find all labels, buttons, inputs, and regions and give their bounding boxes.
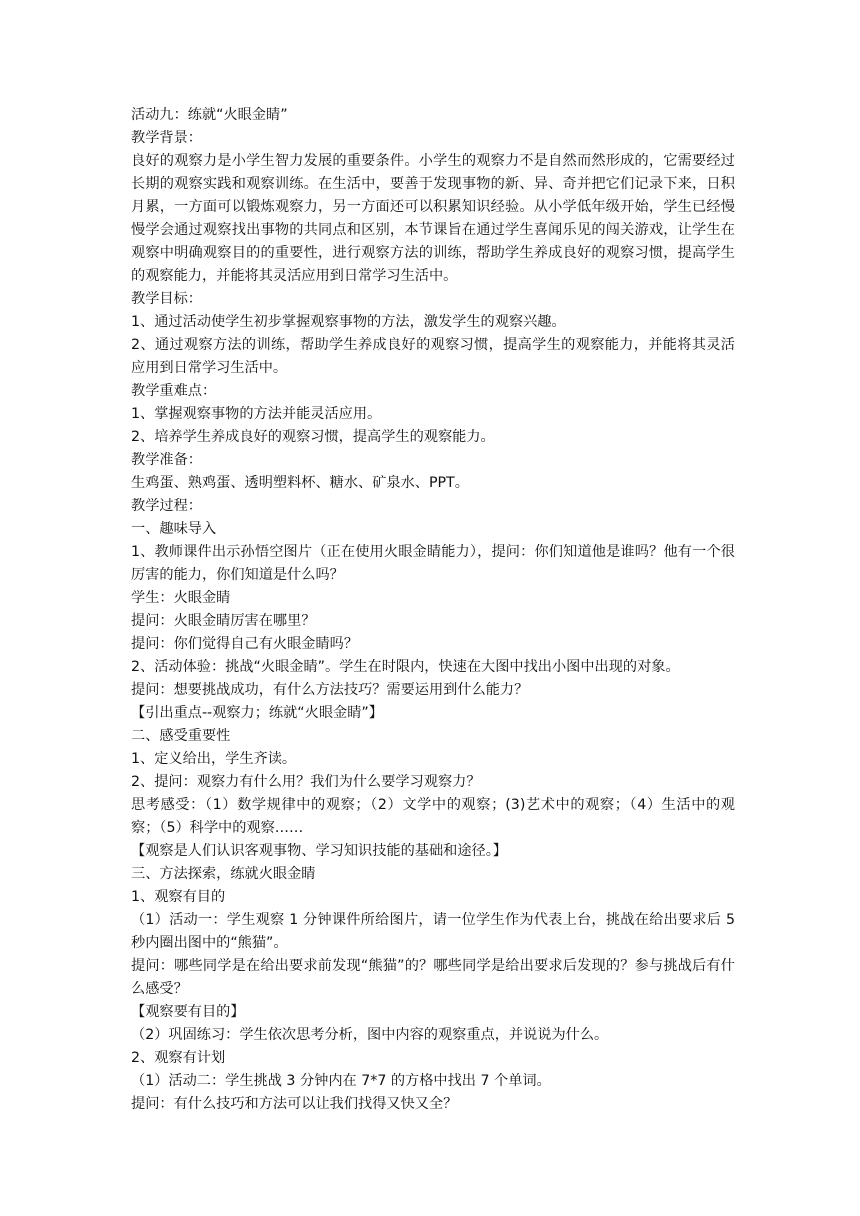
document-paragraph: 1、观察有目的 [131, 889, 226, 905]
document-paragraph: 2、培养学生养成良好的观察习惯，提高学生的观察能力。 [131, 429, 495, 445]
document-paragraph: 2、活动体验：挑战“火眼金睛”。学生在时限内，快速在大图中找出小图中出现的对象。 [131, 659, 680, 675]
document-paragraph: 教学目标： [131, 291, 202, 307]
document-paragraph: 教学重难点： [131, 383, 217, 399]
document-paragraph: 教学背景： [131, 130, 202, 146]
document-paragraph: 1、定义给出，学生齐读。 [131, 751, 297, 767]
document-paragraph: （1）活动二：学生挑战 3 分钟内在 7*7 的方格中找出 7 个单词。 [131, 1073, 551, 1089]
document-paragraph: 思考感受：（1）数学规律中的观察；（2）文学中的观察；(3)艺术中的观察；（4）生活中的观察；（5）科学中的观察…… [131, 797, 735, 836]
document-paragraph: （1）活动一：学生观察 1 分钟课件所给图片，请一位学生作为代表上台，挑战在给出要求后 5 秒内圈出图中的“熊猫”。 [131, 912, 735, 951]
document-paragraph: 提问：火眼金睛厉害在哪里？ [131, 613, 316, 629]
document-paragraph: 活动九：练就“火眼金睛” [131, 107, 288, 123]
document-paragraph: 1、掌握观察事物的方法并能灵活应用。 [131, 406, 382, 422]
document-paragraph: 二、感受重要性 [131, 728, 231, 744]
document-paragraph: 提问：哪些同学是在给出要求前发现“熊猫”的？哪些同学是给出要求后发现的？参与挑战后有什么感受？ [131, 958, 735, 997]
document-paragraph: 学生：火眼金睛 [131, 590, 231, 606]
document-paragraph: 2、提问：观察力有什么用？我们为什么要学习观察力？ [131, 774, 481, 790]
document-paragraph: 教学过程： [131, 498, 202, 514]
document-paragraph: 2、观察有计划 [131, 1050, 226, 1066]
document-paragraph: 1、教师课件出示孙悟空图片（正在使用火眼金睛能力），提问：你们知道他是谁吗？他有一个很厉害的能力，你们知道是什么吗？ [131, 544, 735, 583]
document-paragraph: 【观察要有目的】 [131, 1004, 245, 1020]
document-body [131, 104, 735, 1116]
document-paragraph: 良好的观察力是小学生智力发展的重要条件。小学生的观察力不是自然而然形成的，它需要经过长期的观察实践和观察训练。在生活中，要善于发现事物的新、异、奇并把它们记录下来，日积月累，一方面可以锻炼观察力，另一方面还可以积累知识经验。从小学低年级开始，学生已经慢慢学会通过观察找出事物的共同点和区别，本节课旨在通过学生喜闻乐见的闯关游戏，让学生在观察中明确观察目的的重要性，进行观察方法的训练，帮助学生养成良好的观察习惯，提高学生的观察能力，并能将其灵活应用到日常学习生活中。 [131, 153, 735, 284]
document-paragraph: 生鸡蛋、熟鸡蛋、透明塑料杯、糖水、矿泉水、PPT。 [131, 475, 469, 491]
document-paragraph: 1、通过活动使学生初步掌握观察事物的方法，激发学生的观察兴趣。 [131, 314, 566, 330]
document-paragraph: 提问：有什么技巧和方法可以让我们找得又快又全？ [131, 1096, 458, 1112]
document-paragraph: 三、方法探索，练就火眼金睛 [131, 866, 316, 882]
document-paragraph: 2、通过观察方法的训练，帮助学生养成良好的观察习惯，提高学生的观察能力，并能将其灵活应用到日常学习生活中。 [131, 337, 735, 376]
document-paragraph: 提问：你们觉得自己有火眼金睛吗？ [131, 636, 359, 652]
document-paragraph: 【引出重点--观察力；练就“火眼金睛”】 [131, 705, 383, 721]
document-paragraph: 一、趣味导入 [131, 521, 217, 537]
document-paragraph: 提问：想要挑战成功，有什么方法技巧？需要运用到什么能力？ [131, 682, 529, 698]
document-paragraph: （2）巩固练习：学生依次思考分析，图中内容的观察重点，并说说为什么。 [131, 1027, 609, 1043]
document-paragraph: 教学准备： [131, 452, 202, 468]
document-paragraph: 【观察是人们认识客观事物、学习知识技能的基础和途径。】 [131, 843, 507, 859]
